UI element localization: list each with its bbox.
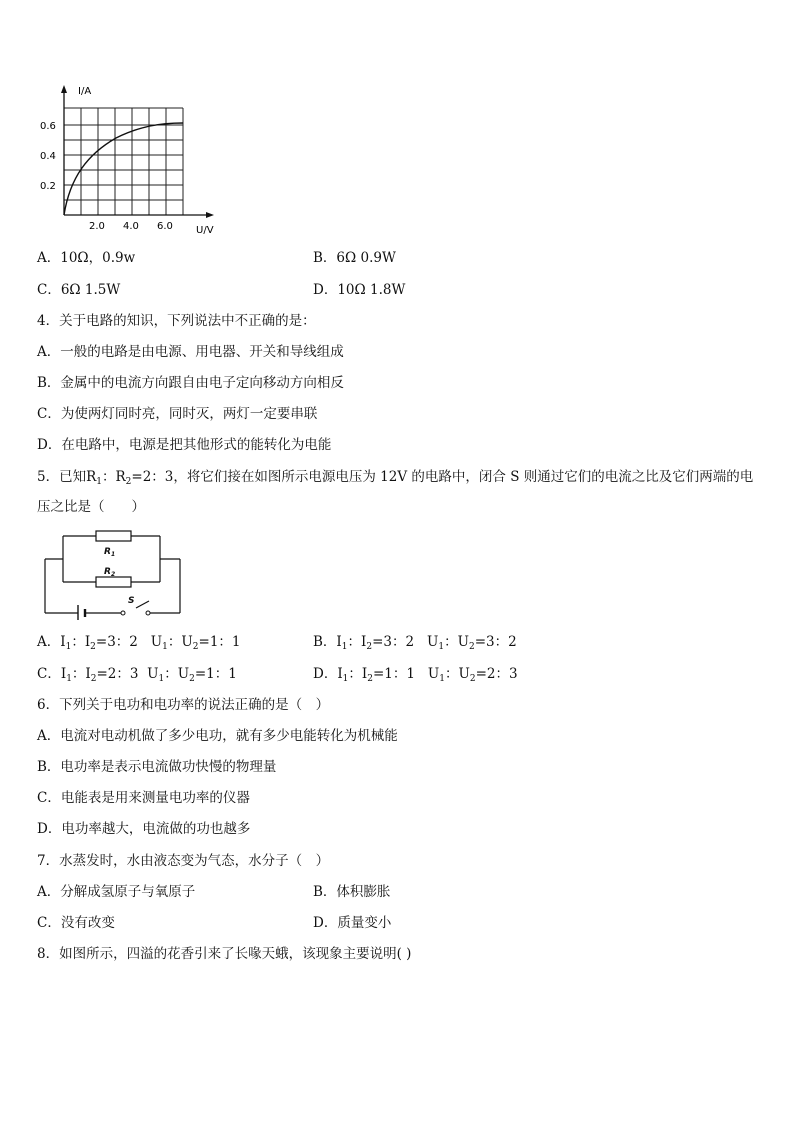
- q6-option-c[interactable]: C．电能表是用来测量电功率的仪器: [37, 790, 250, 806]
- q5-option-d[interactable]: D．$I_1$：$I_2=1$：1 $U_1$：$U_2=2$：3: [313, 666, 518, 684]
- graph-y-tick-0.2: 0.2: [40, 181, 56, 192]
- q8-stem: 8．如图所示，四溢的花香引来了长喙天蛾，该现象主要说明( ): [37, 946, 412, 962]
- q6-stem: 6．下列关于电功和电功率的说法正确的是（ ）: [37, 697, 330, 713]
- switch-icon: [121, 611, 125, 615]
- graph-y-axis-label: I/A: [78, 86, 92, 97]
- q4-option-a[interactable]: A．一般的电路是由电源、用电器、开关和导线组成: [37, 344, 344, 360]
- i-u-graph: [36, 82, 226, 237]
- q3-option-a[interactable]: A．10Ω，0.9w: [37, 250, 136, 266]
- parallel-circuit-diagram: [38, 526, 188, 620]
- q7-option-b[interactable]: B．体积膨胀: [313, 884, 391, 900]
- q4-option-b[interactable]: B．金属中的电流方向跟自由电子定向移动方向相反: [37, 375, 344, 391]
- q5-option-c[interactable]: C．$I_1$：$I_2=2$：3 $U_1$：$U_2=1$：1: [37, 666, 237, 684]
- svg-text:R2: $R_2$: [104, 567, 116, 578]
- q7-option-c[interactable]: C．没有改变: [37, 915, 115, 931]
- q5-stem-line2: 压之比是（ ）: [37, 499, 145, 515]
- graph-x-tick-4: 4.0: [123, 221, 139, 232]
- q6-option-b[interactable]: B．电功率是表示电流做功快慢的物理量: [37, 759, 277, 775]
- resistor-r1: [96, 531, 131, 541]
- graph-x-tick-2: 2.0: [89, 221, 105, 232]
- q3-option-c[interactable]: C．6Ω 1.5W: [37, 282, 121, 298]
- q6-option-a[interactable]: A．电流对电动机做了多少电功，就有多少电能转化为机械能: [37, 728, 398, 744]
- q3-option-d[interactable]: D．10Ω 1.8W: [313, 282, 406, 298]
- graph-y-tick-0.6: 0.6: [40, 121, 56, 132]
- q5-option-a[interactable]: A．$I_1$：$I_2=3$：2 $U_1$：$U_2=1$：1: [37, 634, 241, 652]
- q6-option-d[interactable]: D．电功率越大，电流做的功也越多: [37, 821, 251, 837]
- q7-option-d[interactable]: D．质量变小: [313, 915, 392, 931]
- q4-option-c[interactable]: C．为使两灯同时亮，同时灭，两灯一定要串联: [37, 406, 318, 422]
- q7-option-a[interactable]: A．分解成氢原子与氧原子: [37, 884, 196, 900]
- graph-y-tick-0.4: 0.4: [40, 151, 56, 162]
- graph-x-tick-6: 6.0: [157, 221, 173, 232]
- q3-option-b[interactable]: B．6Ω 0.9W: [313, 250, 396, 266]
- q4-option-d[interactable]: D．在电路中，电源是把其他形式的能转化为电能: [37, 437, 332, 453]
- q4-stem: 4．关于电路的知识，下列说法中不正确的是：: [37, 313, 316, 329]
- q7-stem: 7．水蒸发时，水由液态变为气态，水分子（ ）: [37, 853, 330, 869]
- svg-text:R1: $R_1$: [104, 547, 116, 558]
- resistor-r2: [96, 577, 131, 587]
- q5-option-b[interactable]: B．$I_1$：$I_2=3$：2 $U_1$：$U_2=3$：2: [313, 634, 517, 652]
- q5-stem: 5．已知$R_1$：$R_2=2$：3，将它们接在如图所示电源电压为 12V 的电路中，闭合 S 则通过它们的电流之比及它们两端的电: [37, 469, 754, 487]
- svg-text:S: S: [128, 596, 135, 606]
- graph-axes: [61, 85, 214, 218]
- graph-curve: [64, 123, 183, 215]
- graph-x-axis-label: U/V: [196, 225, 214, 236]
